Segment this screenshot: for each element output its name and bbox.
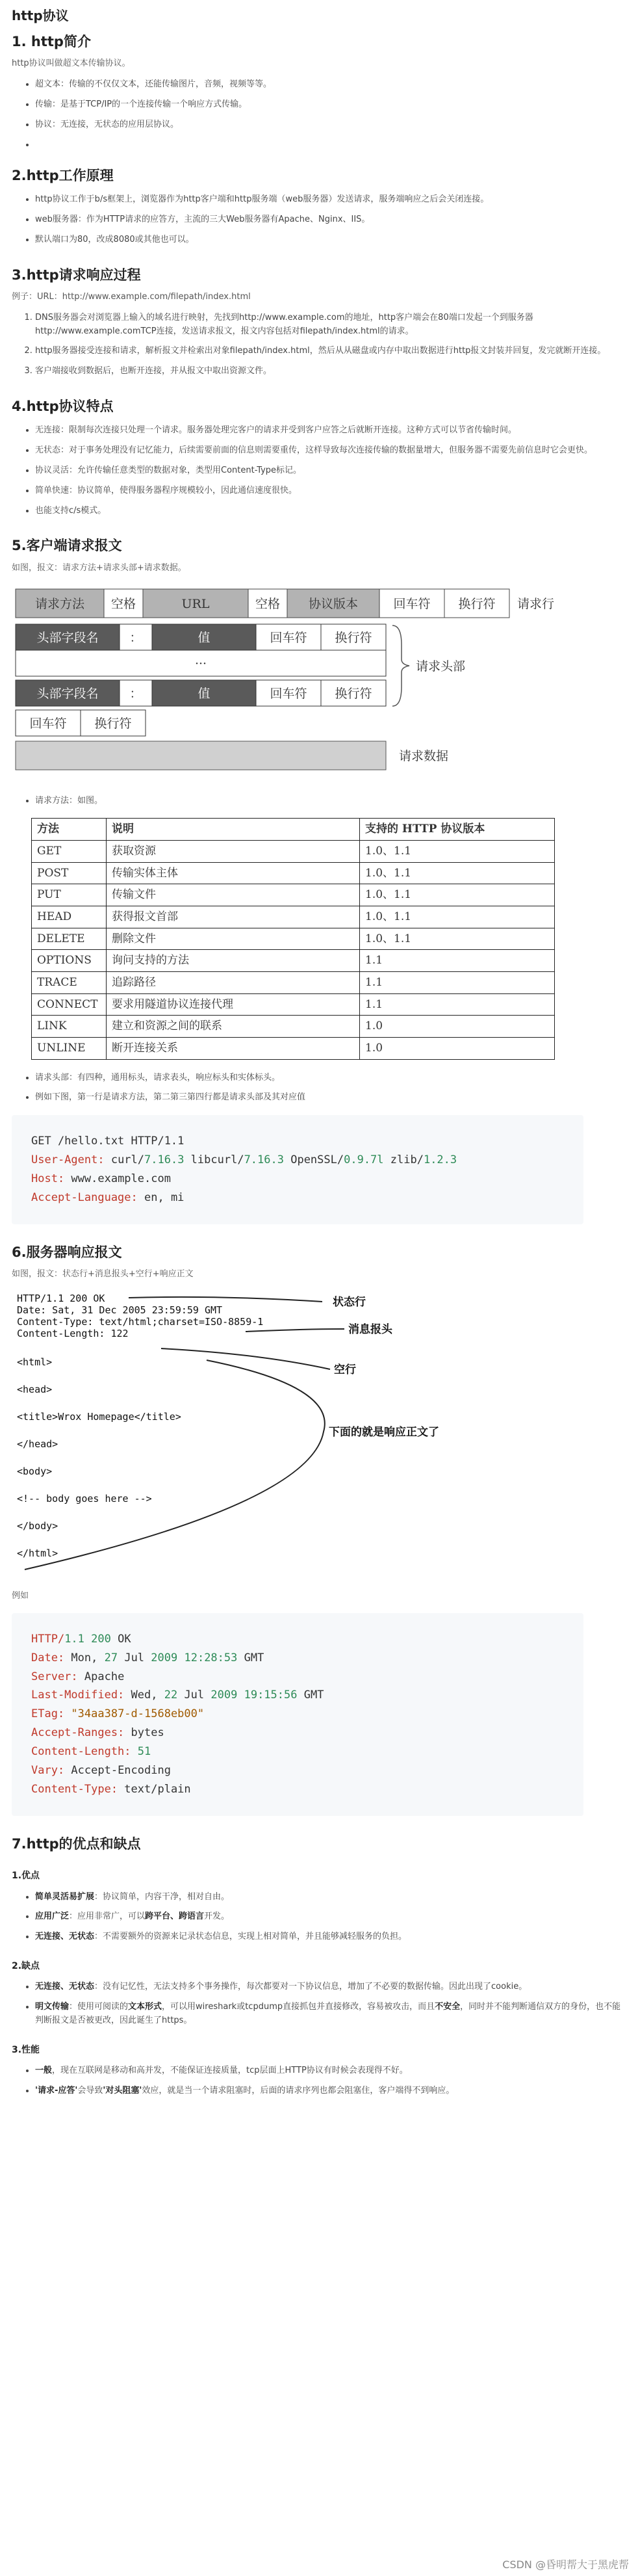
- bold-term: 简单灵活易扩展: [35, 1891, 95, 1902]
- header-brace: [392, 625, 409, 706]
- list-item: • 协议灵活：允许传输任意类型的数据对象，类型用Content-Type标记。: [35, 464, 629, 478]
- code-number: 27: [104, 1651, 118, 1664]
- table-cell: 1.1: [360, 993, 555, 1016]
- section-heading-request: 5.客户端请求报文: [12, 538, 122, 554]
- response-line: </html>: [17, 1547, 58, 1559]
- code-value: OpenSSL/: [283, 1153, 344, 1166]
- bold-term: 跨平台、跨语言: [145, 1912, 205, 1922]
- code-number: 19:15:56: [244, 1689, 298, 1702]
- code-number: 0.9.7l: [344, 1153, 384, 1166]
- cell-text: ：: [129, 630, 142, 645]
- item-text: ：协议简单，内容干净，相对自由。: [94, 1891, 230, 1902]
- item-text: 效应，就是当一个请求阻塞时，后面的请求序列也都会阻塞住，客户端得不到响应。: [142, 2085, 455, 2096]
- table-header-cell: 说明: [107, 819, 360, 841]
- response-line: <body>: [17, 1465, 53, 1477]
- table-row: [32, 884, 555, 906]
- section-heading-process: 3.http请求响应过程: [12, 267, 141, 283]
- item-text: ，同时并不能判断通信双方的身份，也不能判断报文是否被更改，因此诞生了https。: [35, 2002, 621, 2025]
- request-data-row: [16, 741, 448, 770]
- cell-text: 回车符: [29, 716, 67, 731]
- table-row: [32, 1016, 555, 1038]
- table-cell: 1.0、1.1: [360, 928, 555, 950]
- table-header-cell: 方法: [32, 819, 107, 841]
- table-cell: 断开连接关系: [107, 1037, 360, 1059]
- table-cell: CONNECT: [32, 993, 107, 1016]
- code-number: 200: [91, 1632, 111, 1646]
- cell-text: ···: [194, 656, 207, 671]
- table-cell: 传输实体主体: [107, 862, 360, 884]
- bold-term: 明文传输: [35, 2002, 70, 2012]
- code-key: Accept-Language:: [31, 1190, 138, 1204]
- table-cell: 1.0、1.1: [360, 862, 555, 884]
- cell-text: 换行符: [458, 596, 496, 611]
- table-cell: 1.1: [360, 950, 555, 972]
- code-number: 22: [164, 1689, 178, 1702]
- response-text-lines: [17, 1293, 263, 1559]
- code-key: Content-Type:: [31, 1782, 118, 1796]
- blank-arrow-line: [161, 1348, 330, 1369]
- header-field-row: [16, 624, 386, 650]
- bullet-list: [35, 1891, 629, 1944]
- code-number: 7.16.3: [144, 1153, 185, 1166]
- cell-text: 回车符: [393, 596, 431, 611]
- code-value: Apache: [77, 1670, 125, 1683]
- bold-term: 无连接、无状态: [35, 1932, 95, 1942]
- header-dots-row: [16, 650, 386, 676]
- http-methods-table: [31, 818, 555, 1059]
- cell-text: 值: [198, 686, 211, 701]
- list-item: [35, 1980, 629, 1994]
- item-text: ：不需要额外的资源来记录状态信息，实现上相对简单，并且能够减轻服务的负担。: [94, 1932, 407, 1942]
- bullet-list: [35, 78, 629, 147]
- request-line-row: [16, 589, 554, 618]
- paragraph: 例子：URL：http://www.example.com/filepath/index.html: [12, 291, 251, 302]
- body-arrow-line: [25, 1360, 325, 1570]
- bold-term: 文本形式: [128, 2002, 162, 2012]
- item-text: ，可以用wireshark或tcpdump直接抓包并直接修改，容易被攻击，而且: [162, 2002, 435, 2012]
- csdn-watermark: CSDN @昏明帮大于黑虎帮: [502, 2558, 629, 2571]
- bold-term: 不安全: [435, 2002, 461, 2012]
- table-cell: POST: [32, 862, 107, 884]
- code-number: 2009: [151, 1651, 178, 1664]
- paragraph: 例如: [12, 1590, 29, 1601]
- code-value: Mon,: [64, 1651, 105, 1664]
- request-code-block: [12, 1115, 583, 1224]
- table-row: [32, 950, 555, 972]
- bold-term: 一般: [35, 2065, 53, 2075]
- response-line: <!-- body goes here -->: [17, 1492, 152, 1505]
- list-item: [35, 2064, 629, 2078]
- table-row: [32, 862, 555, 884]
- code-number: 2009: [211, 1689, 238, 1702]
- item-text: ：应用非常广，可以: [69, 1912, 146, 1922]
- paragraph: http协议叫做超文本传输协议。: [12, 59, 131, 69]
- item-text: ，现在互联网是移动和高并发，不能保证连接质量，tcp层面上HTTP协议有时候会表现得不好。: [52, 2065, 408, 2075]
- cell-text: 回车符: [270, 630, 307, 645]
- table-cell: LINK: [32, 1016, 107, 1038]
- list-item: [35, 2084, 629, 2098]
- message-header-label: 消息报头: [348, 1322, 392, 1336]
- code-number: 51: [131, 1745, 151, 1759]
- cell-text: 换行符: [94, 716, 132, 731]
- header-field-row: [16, 680, 386, 706]
- code-key: Accept-Ranges:: [31, 1726, 125, 1740]
- table-row: [32, 1037, 555, 1059]
- list-item-empty: [35, 138, 629, 148]
- cell-text: 头部字段名: [36, 630, 99, 645]
- table-row: [32, 971, 555, 993]
- list-item: 2. http服务器接受连接和请求，解析报文并检索出对象filepath/index.html，然后从从磁盘或内存中取出数据进行http报文封装并回复，发完就断开连接。: [35, 345, 629, 358]
- bold-term: 无连接、无状态: [35, 1982, 95, 1992]
- response-line: HTTP/1.1 200 OK: [17, 1292, 105, 1304]
- item-text: ：使用可阅读的: [69, 2002, 129, 2012]
- cell-text: 换行符: [335, 686, 372, 701]
- code-number: 7.16.3: [244, 1153, 284, 1166]
- response-code-block: [12, 1613, 583, 1816]
- table-cell: UNLINE: [32, 1037, 107, 1059]
- bullet-list: [35, 795, 629, 808]
- table-row: [32, 928, 555, 950]
- cell-text: ：: [129, 686, 142, 701]
- request-message-diagram: [12, 583, 583, 784]
- table-cell: 追踪路径: [107, 971, 360, 993]
- list-item: • 默认端口为80，改成8080或其他也可以。: [35, 233, 629, 247]
- response-line: Content-Type: text/html;charset=ISO-8859-1: [17, 1315, 264, 1328]
- bold-term: '请求-应答': [35, 2085, 78, 2096]
- cell-text: 空格: [255, 596, 281, 611]
- item-text: 会导致: [77, 2085, 103, 2096]
- code-key: Last-Modified:: [31, 1689, 125, 1702]
- code-value: bytes: [124, 1726, 164, 1740]
- list-item: • 协议：无连接，无状态的应用层协议。: [35, 118, 629, 132]
- code-value: text/plain: [118, 1782, 191, 1796]
- section-heading-response: 6.服务器响应报文: [12, 1244, 122, 1260]
- section-heading-principle: 2.http工作原理: [12, 167, 114, 183]
- table-cell: 1.0、1.1: [360, 884, 555, 906]
- table-cell: 1.0、1.1: [360, 906, 555, 928]
- list-item: [35, 1910, 629, 1924]
- table-cell: PUT: [32, 884, 107, 906]
- bullet-list: [35, 2064, 629, 2098]
- item-text: 开发。: [204, 1912, 230, 1922]
- table-header-cell: 支持的 HTTP 协议版本: [360, 819, 555, 841]
- item-text: ：没有记忆性，无法支持多个事务操作，每次都要对一下协议信息，增加了不必要的数据传输。因此出现了cookie。: [94, 1982, 528, 1992]
- numbered-list: [35, 311, 629, 378]
- bullet-list: [35, 1071, 629, 1105]
- table-cell: OPTIONS: [32, 950, 107, 972]
- response-line: </head>: [17, 1438, 58, 1450]
- code-number: 12:28:53: [184, 1651, 238, 1664]
- table-cell: 1.0、1.1: [360, 841, 555, 863]
- status-line-label: 状态行: [333, 1295, 366, 1309]
- code-value: libcurl/: [184, 1153, 244, 1166]
- cell-text: 回车符: [270, 686, 307, 701]
- table-row: [32, 993, 555, 1016]
- list-item: [35, 1930, 629, 1944]
- table-cell: HEAD: [32, 906, 107, 928]
- code-key: HTTP/: [31, 1632, 65, 1646]
- response-body-label: 下面的就是响应正文了: [329, 1425, 439, 1439]
- table-cell: 1.0: [360, 1037, 555, 1059]
- subheading-pros: 1.优点: [12, 1871, 40, 1882]
- response-message-diagram: [12, 1289, 583, 1580]
- table-cell: 建立和资源之间的联系: [107, 1016, 360, 1038]
- table-row: [32, 841, 555, 863]
- code-value: Jul: [118, 1651, 151, 1664]
- table-cell: 获取资源: [107, 841, 360, 863]
- code-number: 1.2.3: [423, 1153, 457, 1166]
- table-cell: TRACE: [32, 971, 107, 993]
- response-line: <html>: [17, 1356, 53, 1368]
- code-value: Jul: [177, 1689, 211, 1702]
- code-value: zlib/: [383, 1153, 424, 1166]
- cell-text: URL: [181, 596, 210, 611]
- blank-line-label: 空行: [334, 1363, 356, 1376]
- request-data-label: 请求数据: [399, 748, 449, 763]
- code-value: www.example.com: [64, 1172, 171, 1185]
- response-line: Content-Length: 122: [17, 1327, 129, 1339]
- code-number: 1.1: [64, 1632, 84, 1646]
- bullet-list: [35, 1980, 629, 2027]
- page-title: http协议: [12, 8, 69, 23]
- table-row: [32, 906, 555, 928]
- article: [12, 7, 629, 2107]
- code-key: Host:: [31, 1172, 65, 1185]
- status-arrow-line: [129, 1297, 322, 1302]
- code-value: [84, 1633, 91, 1646]
- code-key: Content-Length:: [31, 1745, 131, 1759]
- list-item: • 无连接：限制每次连接只处理一个请求。服务器处理完客户的请求并受到客户应答之后就断开连接。这种方式可以节省传输时间。: [35, 424, 629, 438]
- list-item: • 例如下图，第一行是请求方法，第二第三第四行都是请求头部及其对应值: [35, 1091, 629, 1105]
- request-line-label: 请求行: [517, 596, 555, 611]
- table-cell: 询问支持的方法: [107, 950, 360, 972]
- cell-text: 请求方法: [34, 596, 85, 611]
- header-end-row: [16, 710, 146, 736]
- section-heading-features: 4.http协议特点: [12, 398, 114, 414]
- list-item: • http协议工作于b/s框架上，浏览器作为http客户端和http服务端（web服务器）发送请求，服务端响应之后会关闭连接。: [35, 193, 629, 207]
- bold-term: '对头阻塞': [103, 2085, 142, 2096]
- code-value: [237, 1689, 244, 1702]
- code-value: Accept-Encoding: [64, 1764, 171, 1778]
- subheading-performance: 3.性能: [12, 2044, 40, 2055]
- cell-text: 换行符: [335, 630, 372, 645]
- list-item: 1. DNS服务器会对浏览器上输入的域名进行映射，先找到http://www.example.com的地址，http客户端会在80端口发起一个到服务器http://www.example.comTCP连接，发送请求报文，报文内容包括对filepath/index.html的请求。: [35, 311, 629, 339]
- table-cell: GET: [32, 841, 107, 863]
- list-item: • 超文本：传输的不仅仅文本，还能传输图片，音频，视频等等。: [35, 78, 629, 92]
- cell-text: 值: [198, 630, 211, 645]
- table-cell: 1.1: [360, 971, 555, 993]
- code-key: ETag:: [31, 1707, 65, 1721]
- code-value: curl/: [104, 1153, 145, 1166]
- list-item: [35, 2001, 629, 2028]
- list-item: • 传输：是基于TCP/IP的一个连接传输一个响应方式传输。: [35, 98, 629, 112]
- list-item: • 请求头部：有四种，通用标头，请求表头，响应标头和实体标头。: [35, 1071, 629, 1085]
- paragraph: 如图，报文：请求方法+请求头部+请求数据。: [12, 562, 186, 573]
- code-value: en, mi: [137, 1190, 185, 1204]
- table-cell: 要求用隧道协议连接代理: [107, 993, 360, 1016]
- code-value: Wed,: [124, 1689, 164, 1702]
- bold-term: 应用广泛: [35, 1912, 70, 1922]
- list-item: • 也能支持c/s模式。: [35, 505, 629, 518]
- code-value: GMT: [297, 1689, 324, 1702]
- response-line: Date: Sat, 31 Dec 2005 23:59:59 GMT: [17, 1304, 223, 1316]
- table-cell: DELETE: [32, 928, 107, 950]
- table-cell: 传输文件: [107, 884, 360, 906]
- code-string: "34aa387-d-1568eb00": [64, 1707, 205, 1721]
- section-heading-intro: 1. http简介: [12, 34, 91, 49]
- code-value: GMT: [237, 1651, 264, 1664]
- bullet-list: [35, 193, 629, 246]
- table-cell: 获得报文首部: [107, 906, 360, 928]
- paragraph: 如图，报文：状态行+消息报头+空行+响应正文: [12, 1269, 194, 1280]
- list-item: • 请求方法：如图。: [35, 795, 629, 808]
- list-item: • 简单快速：协议简单，使得服务器程序规模较小，因此通信速度很快。: [35, 484, 629, 498]
- code-key: Date:: [31, 1651, 65, 1664]
- bullet-list: [35, 424, 629, 518]
- response-line: <title>Wrox Homepage</title>: [17, 1410, 181, 1423]
- code-value: [177, 1651, 184, 1664]
- code-key: Server:: [31, 1670, 78, 1683]
- table-cell: 1.0: [360, 1016, 555, 1038]
- section-heading-pros-cons: 7.http的优点和缺点: [12, 1835, 141, 1852]
- cell-text: 空格: [110, 596, 136, 611]
- cell-text: 协议版本: [308, 596, 359, 611]
- table-cell: 删除文件: [107, 928, 360, 950]
- cell-text: 头部字段名: [36, 686, 99, 701]
- list-item: • web服务器：作为HTTP请求的应答方，主流的三大Web服务器有Apache、Nginx、IIS。: [35, 213, 629, 227]
- table-header-row: [32, 819, 555, 841]
- request-header-label: 请求头部: [416, 659, 466, 674]
- code-key: Vary:: [31, 1764, 65, 1778]
- code-line: GET /hello.txt HTTP/1.1: [31, 1135, 185, 1148]
- list-item: • 无状态：对于事务处理没有记忆能力，后续需要前面的信息则需要重传，这样导致每次连接传输的数据量增大，但服务器不需要先前信息时它会更快。: [35, 444, 629, 458]
- list-item: [35, 1891, 629, 1904]
- code-key: User-Agent:: [31, 1153, 105, 1166]
- list-item: 3. 客户端接收到数据后，也断开连接，并从报文中取出资源文件。: [35, 365, 629, 378]
- header-arrow-line: [246, 1329, 344, 1332]
- code-value: OK: [110, 1632, 131, 1646]
- response-line: <head>: [17, 1383, 53, 1395]
- subheading-cons: 2.缺点: [12, 1960, 40, 1971]
- response-line: </body>: [17, 1519, 58, 1532]
